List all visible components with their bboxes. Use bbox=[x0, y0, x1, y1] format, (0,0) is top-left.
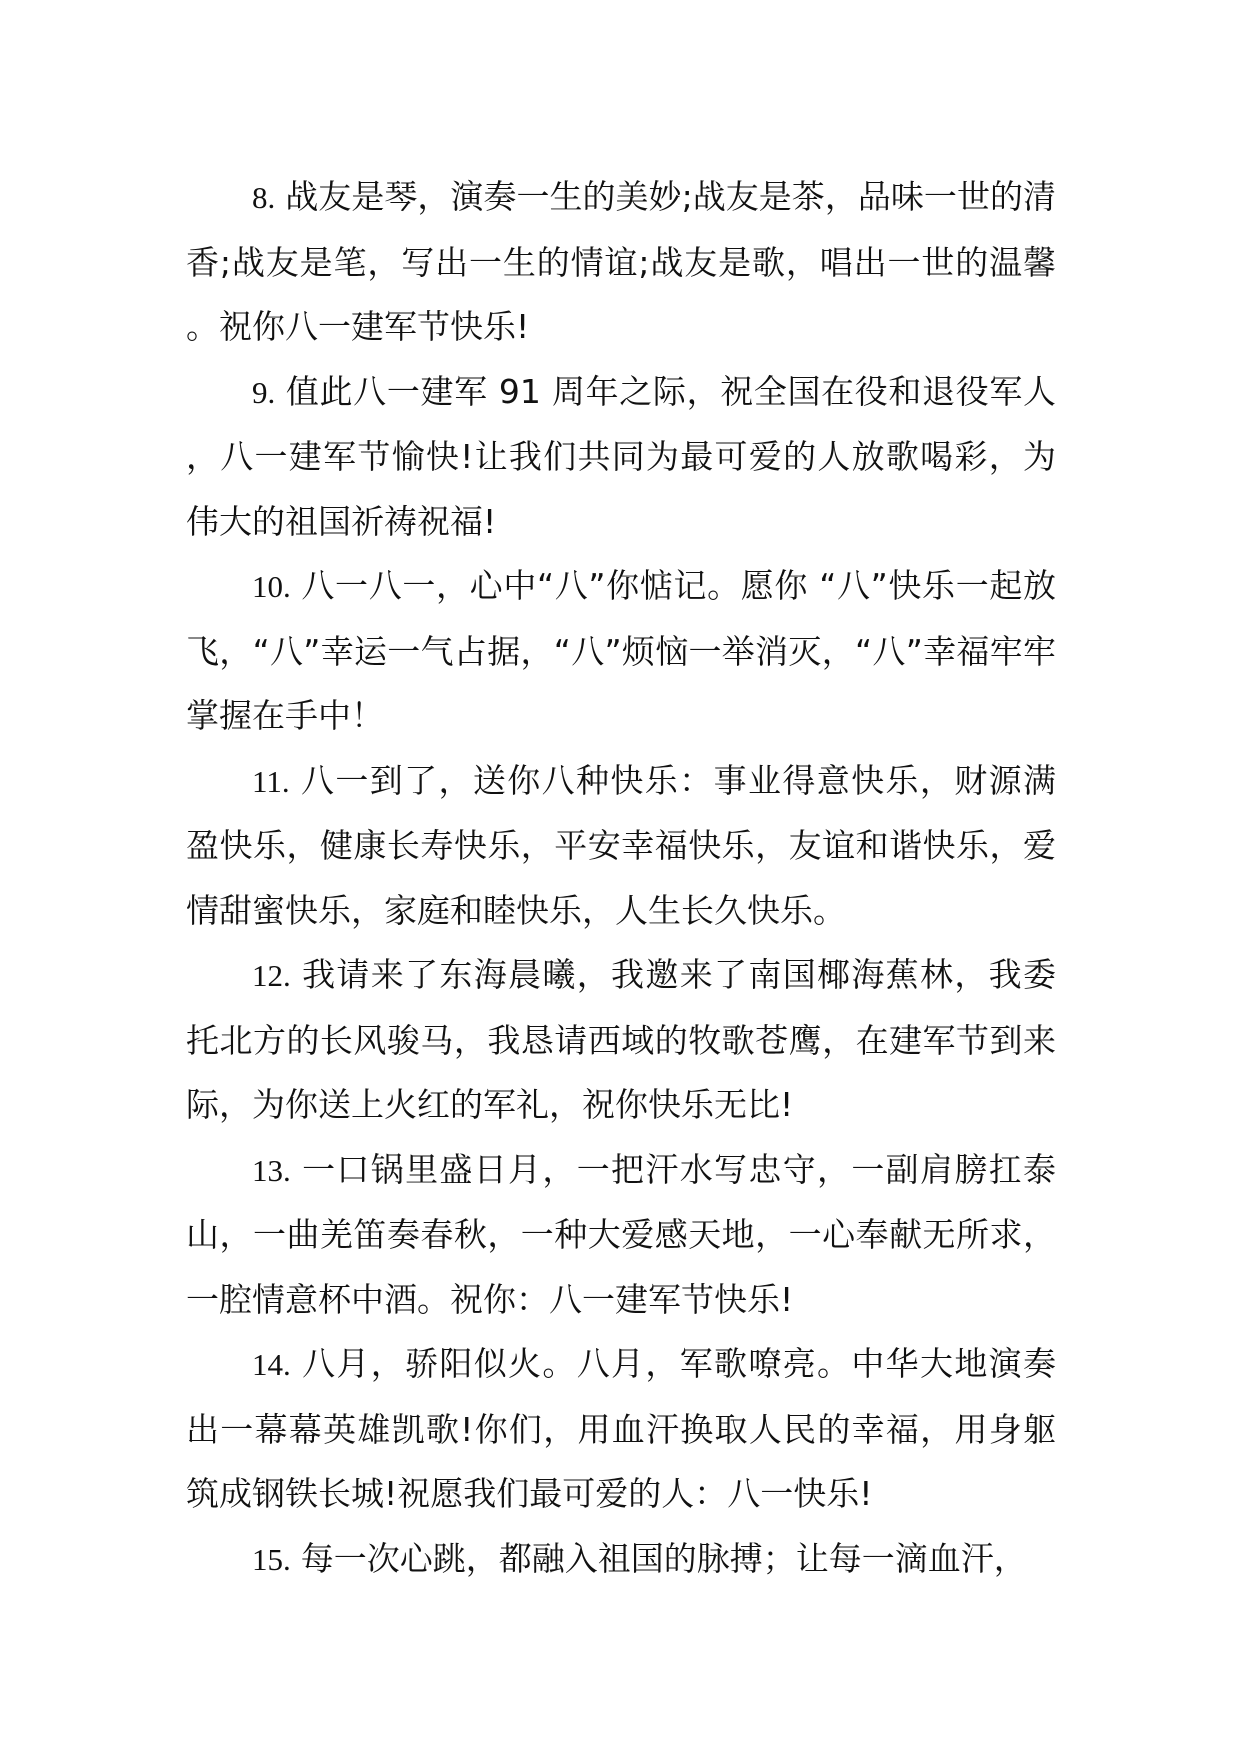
paragraph-13 bbox=[186, 1138, 1056, 1333]
paragraph-text: 一口锅里盛日月，一把汗水写忠守，一副肩膀扛泰山，一曲羌笛奏春秋，一种大爱感天地，一心奉献无所求，一腔情意杯中酒。祝你：八一建军节快乐! bbox=[186, 1149, 1056, 1319]
paragraph-number: 10. bbox=[252, 569, 291, 604]
paragraph-number: 14. bbox=[252, 1347, 291, 1382]
paragraph-9 bbox=[186, 360, 1056, 555]
paragraph-number: 8. bbox=[252, 180, 276, 215]
paragraph-number: 9. bbox=[252, 374, 276, 410]
paragraph-10 bbox=[186, 554, 1056, 749]
paragraph-14 bbox=[186, 1332, 1056, 1527]
paragraph-number: 12. bbox=[252, 958, 291, 993]
paragraph-text: 我请来了东海晨曦，我邀来了南国椰海蕉林，我委托北方的长风骏马，我恳请西域的牧歌苍鹰，在建军节到来际，为你送上火红的军礼，祝你快乐无比! bbox=[186, 955, 1056, 1124]
paragraph-text: 值此八一建军 91 周年之际，祝全国在役和退役军人，八一建军节愉快!让我们共同为最可爱的人放歌喝彩，为伟大的祖国祈祷祝福! bbox=[186, 371, 1056, 541]
paragraph-12 bbox=[186, 943, 1056, 1138]
paragraph-text: 八一到了，送你八种快乐：事业得意快乐，财源满盈快乐，健康长寿快乐，平安幸福快乐，友谊和谐快乐，爱情甜蜜快乐，家庭和睦快乐，人生长久快乐。 bbox=[186, 760, 1056, 930]
paragraph-text: 八月，骄阳似火。八月，军歌嘹亮。中华大地演奏出一幕幕英雄凯歌!你们，用血汗换取人民的幸福，用身躯筑成钢铁长城!祝愿我们最可爱的人：八一快乐! bbox=[186, 1344, 1056, 1513]
paragraph-text: 战友是琴，演奏一生的美妙;战友是茶，品味一世的清香;战友是笔，写出一生的情谊;战友是歌，唱出一世的温馨。祝你八一建军节快乐! bbox=[186, 177, 1056, 346]
paragraph-number: 11. bbox=[252, 763, 290, 799]
paragraph-text: 每一次心跳，都融入祖国的脉搏；让每一滴血汗， bbox=[300, 1538, 1027, 1578]
paragraph-11 bbox=[186, 749, 1056, 944]
paragraph-text: 八一八一，心中“八”你惦记。愿你 “八”快乐一起放飞，“八”幸运一气占据，“八”烦恼一举消灭，“八”幸福牢牢掌握在手中！ bbox=[186, 566, 1056, 735]
document-body bbox=[186, 165, 1056, 1592]
paragraph-number: 15. bbox=[252, 1541, 291, 1577]
paragraph-15 bbox=[186, 1527, 1056, 1593]
paragraph-8 bbox=[186, 165, 1056, 360]
paragraph-number: 13. bbox=[252, 1152, 291, 1188]
